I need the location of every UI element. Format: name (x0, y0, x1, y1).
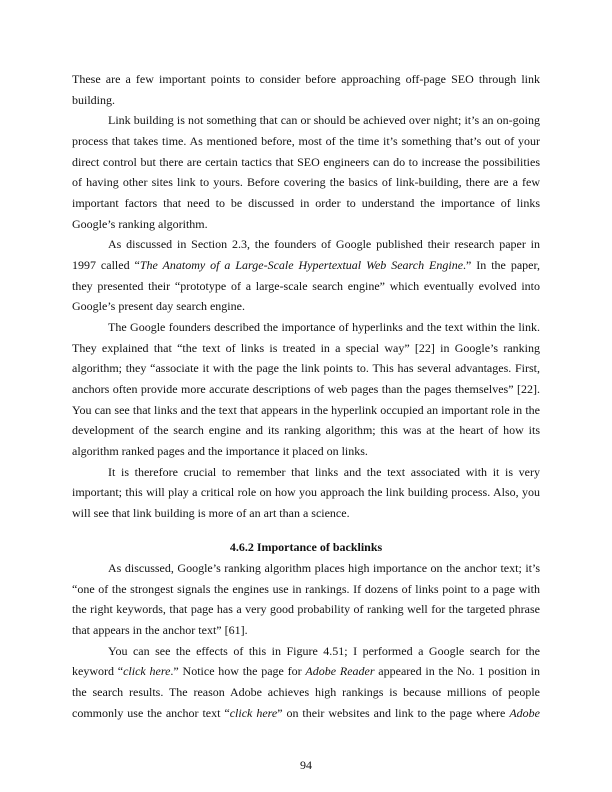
text-line: will see that link building is more of an art than a science. (72, 506, 350, 520)
text-line: algorithm ranked pages and the importance it placed on links. (72, 444, 368, 458)
text-run: .” In the paper, (463, 258, 540, 272)
text-line: These are a few important points to consider before approaching off-page SEO through link (72, 72, 540, 86)
text-line: building. (72, 93, 116, 107)
text-line: of having other sites link to yours. Before covering the basics of link-building, there are a few (72, 175, 540, 189)
text-line: Link building is not something that can or should be achieved over night; it’s an on-going (108, 113, 540, 127)
text-run: keyword “ (72, 664, 124, 678)
text-line: direct control but there are certain tactics that SEO engineers can do to increase the possibilities (72, 155, 540, 169)
section-heading: 4.6.2 Importance of backlinks (229, 540, 383, 554)
text-line: It is therefore crucial to remember that links and the text associated with it is very (108, 465, 540, 479)
text-run: commonly use the anchor text “ (72, 706, 230, 720)
text-line: You can see that links and the text that appears in the hyperlink occupied an important role in the (72, 403, 540, 417)
text-line: As discussed, Google’s ranking algorithm places high importance on the anchor text; it’s (108, 561, 540, 575)
text-line: “one of the strongest signals the engines use in rankings. If dozens of links point to a page with (72, 582, 540, 596)
text-line: the right keywords, that page has a very good probability of ranking well for the targeted phrase (72, 602, 540, 616)
text-line: As discussed in Section 2.3, the founders of Google published their research paper in (108, 237, 540, 251)
keyword-italic: click here (123, 664, 171, 678)
text-line: important factors that need to be discussed in order to understand the importance of links (72, 196, 540, 210)
keyword-italic: click here (229, 706, 278, 720)
text-line: development of the search engine and its ranking algorithm; this was at the heart of how its (72, 423, 540, 437)
text-line: process that takes time. As mentioned before, most of the time it’s something that’s out of your (72, 134, 540, 148)
text-line: the search results. The reason Adobe achieves high rankings is because millions of people (72, 685, 540, 699)
text-line: They explained that “the text of links is treated in a special way” [22] in Google’s ranking (72, 341, 540, 355)
text-line: Google’s present day search engine. (72, 299, 245, 313)
product-name-italic: Adobe (509, 706, 540, 720)
product-name-italic: Adobe Reader (305, 664, 375, 678)
text-run: appeared in the No. 1 position in (374, 664, 540, 678)
paper-title-italic: The Anatomy of a Large-Scale Hypertextual Web Search Engine (139, 258, 464, 272)
text-line: The Google founders described the importance of hyperlinks and the text within the link. (108, 320, 540, 334)
text-line: that appears in the anchor text” [61]. (72, 623, 248, 637)
text-run: ” on their websites and link to the page where (277, 706, 510, 720)
text-line-with-italic (72, 258, 540, 272)
text-line-with-italic (72, 664, 540, 678)
text-line: anchors often provide more accurate descriptions of web pages than the pages themselves” [22]. (72, 382, 540, 396)
text-line: algorithm; they “associate it with the page the link points to. This has several advantages. First, (72, 361, 540, 375)
text-line: they presented their “prototype of a large-scale search engine” which eventually evolved into (72, 279, 540, 293)
page-number: 94 (300, 758, 312, 772)
text-run: 1997 called “ (72, 258, 140, 272)
text-line: You can see the effects of this in Figure 4.51; I performed a Google search for the (108, 644, 540, 658)
text-line: important; this will play a critical role on how you approach the link building process. Also, you (72, 485, 540, 499)
text-line-with-italic (72, 706, 540, 720)
text-line: Google’s ranking algorithm. (72, 217, 208, 231)
text-run: .” Notice how the page for (170, 664, 306, 678)
